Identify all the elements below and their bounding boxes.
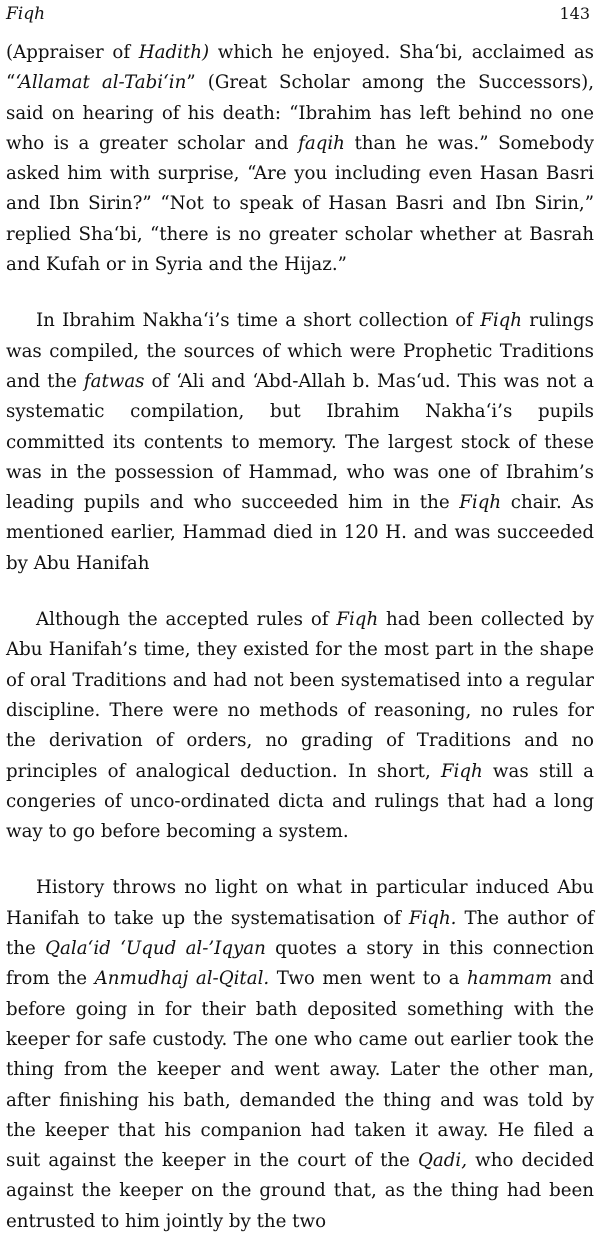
- italic-term: Fiqh: [459, 492, 502, 514]
- text-run: In Ibrahim Nakha‘i’s time a short collection of: [36, 310, 481, 332]
- text-run: History throws no light on what in particular induced Abu Hanifah to take up the systematisation of: [6, 877, 594, 929]
- text-run: chair. As mentioned earlier, Hammad died in 120 H. and was succeeded by Abu Hanifah: [6, 492, 594, 574]
- italic-term: ‘Allamat al-Tabi‘in: [15, 72, 187, 94]
- text-run: rulings was compiled, the sources of which were Prophetic Traditions and the: [6, 310, 594, 392]
- italic-term: Anmudhaj al-Qital.: [94, 968, 270, 990]
- page-number: 143: [559, 4, 590, 23]
- italic-term: Hadith): [138, 42, 210, 63]
- italic-term: Fiqh.: [408, 907, 457, 929]
- italic-term: hammam: [467, 968, 553, 990]
- text-run: than he was.” Somebody asked him with surprise, “Are you including even Hasan Basri and Ibn Sirin?” “Not to speak of Hasan Basri and Ibn Sirin,” replied Sha‘bi, “there is no greater scholar whether at Basrah and Kufah or in Syria and the Hijaz.”: [6, 132, 595, 276]
- text-run: Two men went to a: [269, 968, 468, 990]
- italic-term: fatwas: [83, 370, 145, 392]
- body-text: [6, 38, 594, 1237]
- italic-term: Fiqh: [336, 609, 379, 631]
- text-run: was still a congeries of unco-ordinated dicta and rulings that had a long way to go before becoming a system.: [6, 760, 594, 843]
- paragraph: [6, 38, 594, 280]
- italic-term: Qadi,: [418, 1150, 468, 1172]
- text-run: had been collected by Abu Hanifah’s time, they existed for the most part in the shape of oral Traditions and had not been systematised into a regular discipline. There were no methods of reasoning, no rules for the derivation of orders, no grading of Traditions and no principles of analogical deduction. In short,: [6, 609, 595, 782]
- running-head: Fiqh: [6, 4, 46, 24]
- text-run: which he enjoyed. Sha‘bi, acclaimed as “: [6, 42, 594, 94]
- page-header: [6, 0, 594, 34]
- text-run: Although the accepted rules of: [36, 609, 337, 631]
- text-run: and before going in for their bath deposited something with the keeper for safe custody. The one who came out earlier took the thing from the keeper and went away. Later the other man, after finishing his bath, demanded the thing and was told by the keeper that his companion had taken it away. He filed a suit against the keeper in the court of the: [6, 968, 594, 1172]
- text-run: (Appraiser of: [6, 42, 139, 63]
- italic-term: Fiqh: [480, 310, 523, 332]
- text-run: The author of the: [6, 907, 594, 960]
- paragraph: [6, 605, 594, 847]
- text-run: quotes a story in this connection from the: [6, 938, 595, 990]
- paragraph: [6, 873, 594, 1237]
- italic-term: faqih: [298, 132, 345, 154]
- text-run: of ‘Ali and ‘Abd-Allah b. Mas‘ud. This was not a systematic compilation, but Ibrahim Nakha‘i’s pupils committed its contents to memory. The largest stock of these was in the possession of Hammad, who was one of Ibrahim’s leading pupils and who succeeded him in the: [6, 370, 594, 514]
- paragraph: [6, 306, 594, 579]
- text-run: ” (Great Scholar among the Successors), said on hearing of his death: “Ibrahim has left behind no one who is a greater scholar and: [6, 72, 594, 154]
- text-run: who decided against the keeper on the ground that, as the thing had been entrusted to him jointly by the two: [6, 1150, 594, 1232]
- italic-term: Fiqh: [440, 760, 483, 782]
- italic-term: Qala‘id ‘Uqud al-’Iqyan: [45, 938, 266, 960]
